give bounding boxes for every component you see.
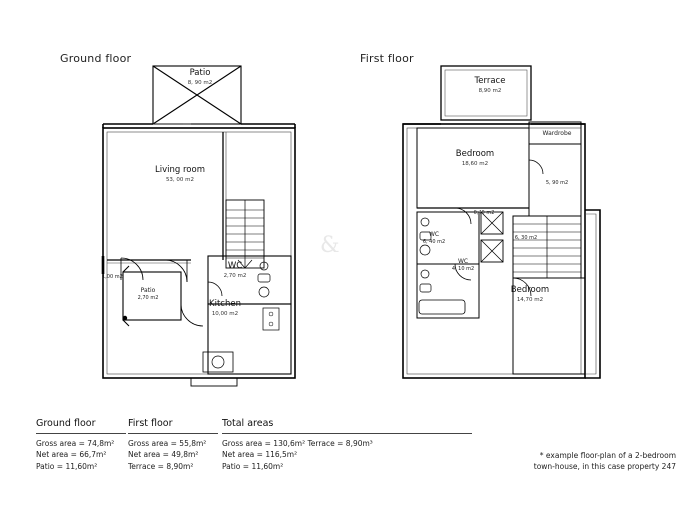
room-label-wc-ground: WC 2,70 m2 xyxy=(223,261,247,279)
footnote-line-1: * example floor-plan of a 2-bedroom xyxy=(539,451,676,460)
room-label-terrace: Terrace 8,90 m2 xyxy=(474,76,506,94)
room-label-wardrobe-area: 5, 90 m2 xyxy=(545,180,569,186)
first-floor-title: First floor xyxy=(360,52,414,65)
room-label-wardrobe: Wardrobe xyxy=(542,130,572,137)
room-label-kitchen: Kitchen 10,00 m2 xyxy=(209,299,241,317)
mark-area-first-1: 0,40 m2 xyxy=(473,210,495,216)
room-label-wc-lower: WC 4, 10 m2 xyxy=(451,258,475,272)
room-label-patio-ground: Patio 8, 90 m2 xyxy=(187,68,213,86)
footnote xyxy=(534,450,676,472)
watermark: & xyxy=(320,233,340,258)
legend-first-floor: First floor Gross area = 55,8m² Net area = 49,8m² Terrace = 8,90m² xyxy=(128,418,218,472)
mark-area-first-2: 6, 30 m2 xyxy=(514,235,538,241)
footnote-line-2: town-house, in this case property 247 xyxy=(533,462,676,471)
first-floor-plan xyxy=(395,60,610,390)
room-label-living-room: Living room 53, 00 m2 xyxy=(155,165,205,183)
ground-floor-plan xyxy=(95,60,305,390)
room-label-patio-small: Patio 2,70 m2 xyxy=(137,287,159,301)
room-label-wc-upper: WC 6, 40 m2 xyxy=(422,231,446,245)
ground-floor-title: Ground floor xyxy=(60,52,132,65)
room-label-bedroom-1: Bedroom 18,60 m2 xyxy=(455,149,495,167)
mark-area-ground-1: 1,00 m2 xyxy=(102,274,123,280)
legend-ground-floor: Ground floor Gross area = 74,8m² Net area = 66,7m² Patio = 11,60m² xyxy=(36,418,126,472)
legend-total-areas: Total areas Gross area = 130,6m² Terrace = 8,90m³ Net area = 116,5m² Patio = 11,60m² xyxy=(222,418,472,472)
room-label-bedroom-2: Bedroom 14,70 m2 xyxy=(510,285,550,303)
